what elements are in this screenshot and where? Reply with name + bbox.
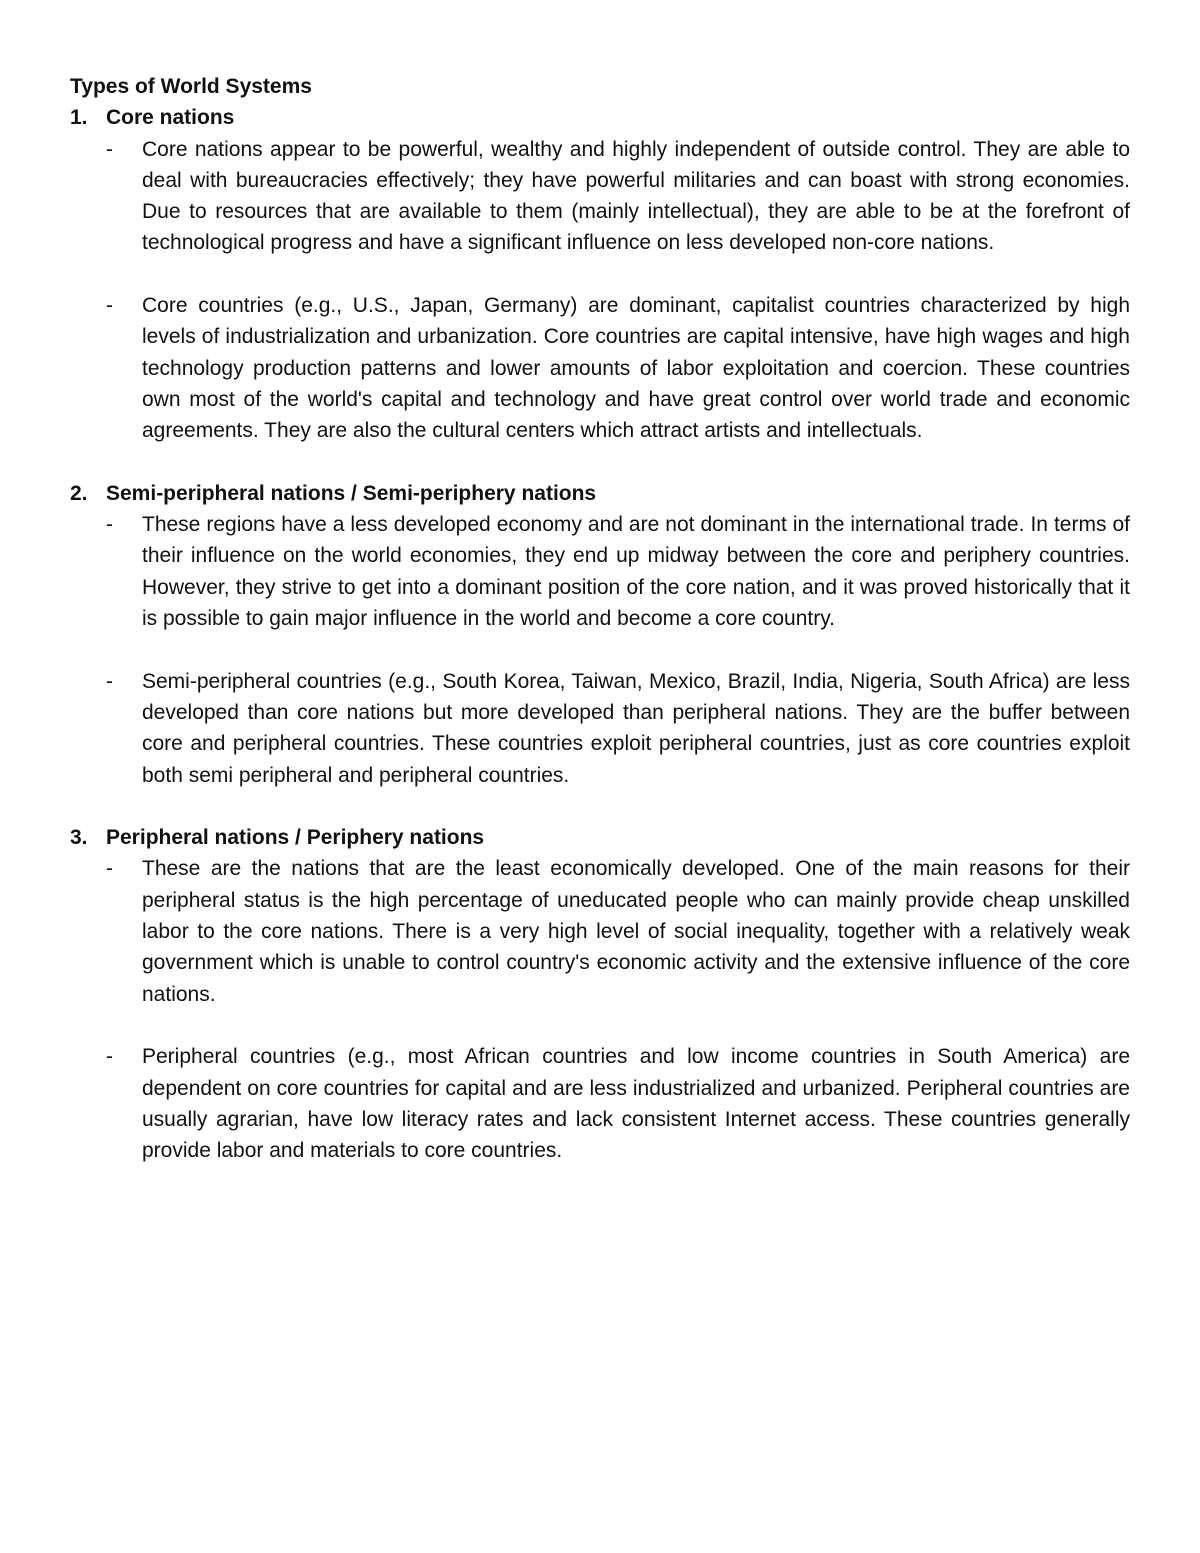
bullet-dash: - <box>106 513 113 537</box>
bullet-item <box>106 666 1130 791</box>
bullet-dash: - <box>106 294 113 318</box>
bullet-text: Core countries (e.g., U.S., Japan, Germany) are dominant, capitalist countries characterized by high levels of industrialization and urbanization. Core countries are capital intensive, have high wages and high technology production patterns and lower amounts of labor exploitation and coercion. These countries own most of the world's capital and technology and have great control over world trade and economic agreements. They are also the cultural centers which attract artists and intellectuals. <box>142 294 1130 443</box>
bullet-item <box>106 290 1130 446</box>
section-number: 1. <box>70 106 88 130</box>
document-title: Types of World Systems <box>70 75 312 98</box>
section-semi-peripheral-nations <box>70 478 1130 791</box>
section-title: Core nations <box>106 106 235 130</box>
bullet-dash: - <box>106 137 113 161</box>
bullet-text: Core nations appear to be powerful, wealthy and highly independent of outside control. They are able to deal with bureaucracies effectively; they have powerful militaries and can boast with strong economies. Due to resources that are available to them (mainly intellectual), they are able to be at the forefront of technological progress and have a significant influence on less developed non-core nations. <box>142 137 1130 255</box>
section-heading <box>70 102 1130 133</box>
bullet-dash: - <box>106 669 113 693</box>
bullet-text: Peripheral countries (e.g., most African countries and low income countries in South America) are dependent on core countries for capital and are less industrialized and urbanized. Peripheral countries are usually agrarian, have low literacy rates and lack consistent Internet access. These countries generally provide labor and materials to core countries. <box>142 1045 1130 1163</box>
section-heading <box>70 822 1130 853</box>
bullet-item <box>106 853 1130 1009</box>
bullet-text: These regions have a less developed economy and are not dominant in the international trade. In terms of their influence on the world economies, they end up midway between the core and periphery countries. However, they strive to get into a dominant position of the core nation, and it was proved historically that it is possible to gain major influence in the world and become a core country. <box>142 513 1130 631</box>
bullet-dash: - <box>106 1045 113 1069</box>
bullet-item <box>106 134 1130 259</box>
bullet-item <box>106 509 1130 634</box>
section-heading <box>70 478 1130 509</box>
section-title: Semi-peripheral nations / Semi-periphery nations <box>106 481 597 505</box>
bullet-dash: - <box>106 857 113 881</box>
document-body <box>70 71 1130 1166</box>
section-number: 3. <box>70 826 88 850</box>
section-core-nations <box>70 102 1130 446</box>
bullet-text: Semi-peripheral countries (e.g., South Korea, Taiwan, Mexico, Brazil, India, Nigeria, South Africa) are less developed than core nations but more developed than peripheral nations. They are the buffer between core and peripheral countries. These countries exploit peripheral countries, just as core countries exploit both semi peripheral and peripheral countries. <box>142 669 1130 787</box>
bullet-text: These are the nations that are the least economically developed. One of the main reasons for their peripheral status is the high percentage of uneducated people who can mainly provide cheap unskilled labor to the core nations. There is a very high level of social inequality, together with a relatively weak government which is unable to control country's economic activity and the extensive influence of the core nations. <box>142 857 1130 1006</box>
bullet-item <box>106 1041 1130 1166</box>
section-peripheral-nations <box>70 822 1130 1166</box>
section-title: Peripheral nations / Periphery nations <box>106 826 485 850</box>
section-number: 2. <box>70 481 88 505</box>
